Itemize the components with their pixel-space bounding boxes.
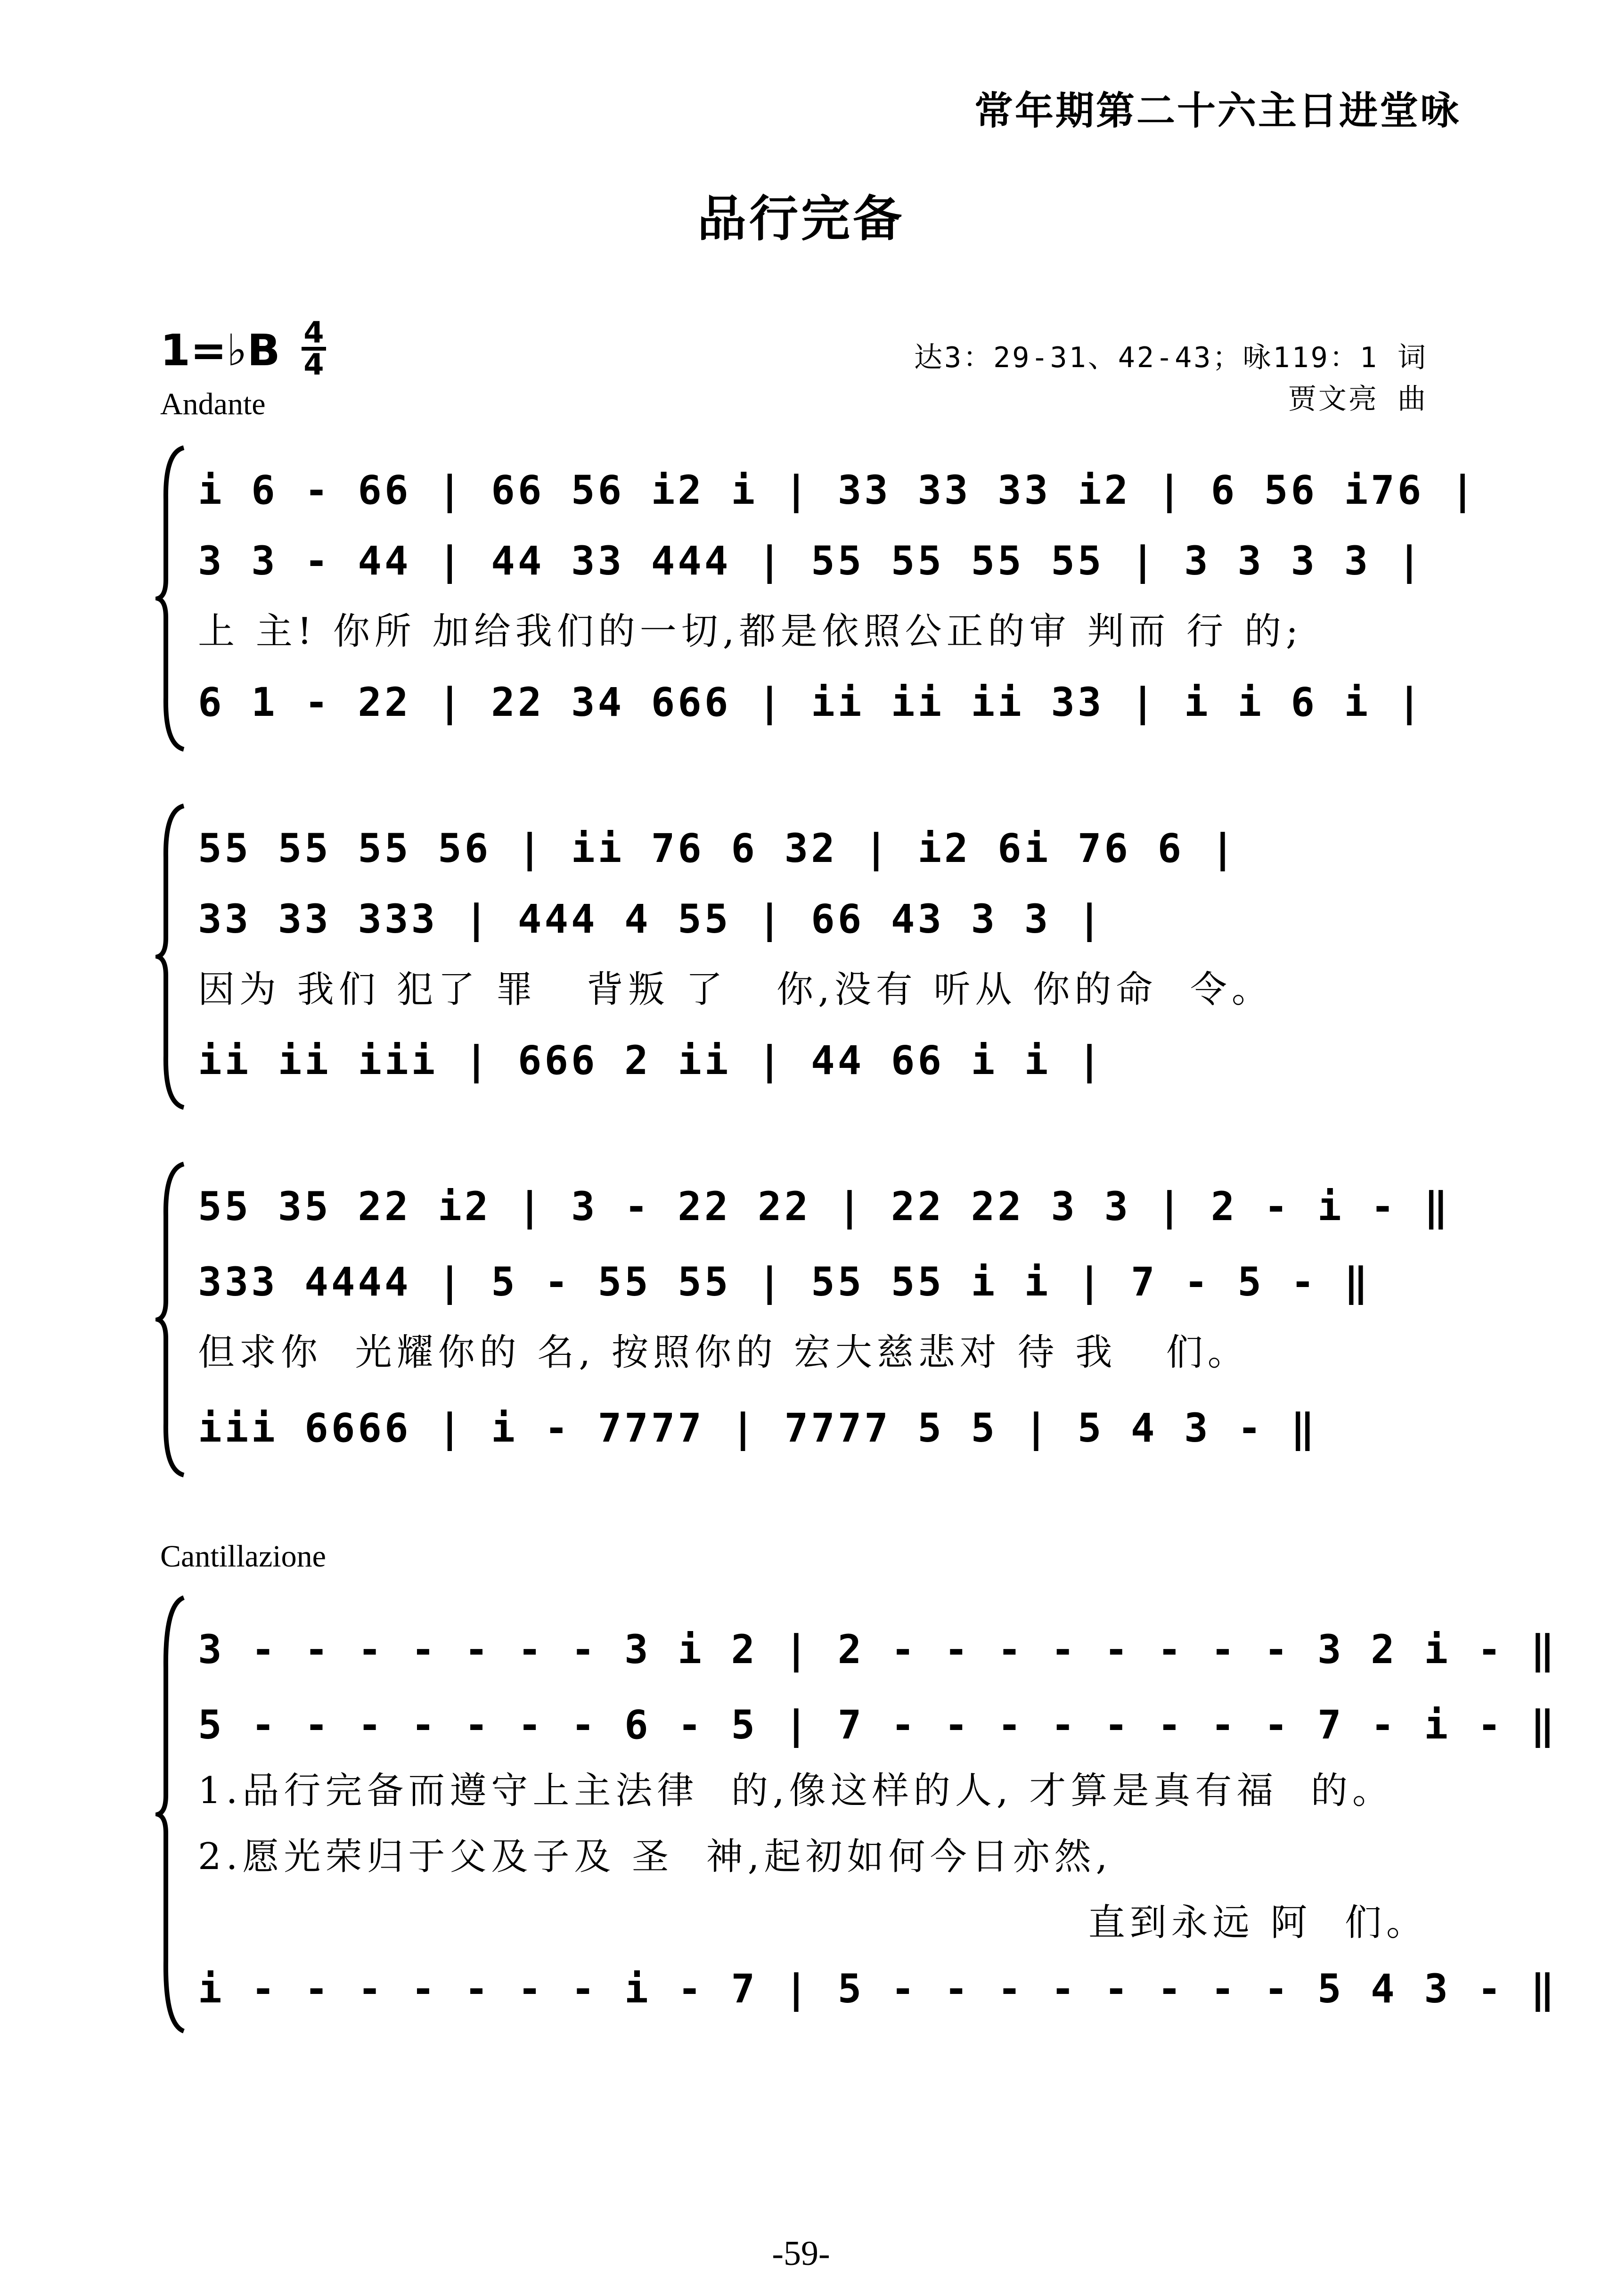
- alto-line: 333 4444 | 5 - 55 55 | 55 55 i i | 7 - 5 - ‖: [198, 1259, 1371, 1305]
- bass-line: ii ii iii | 666 2 ii | 44 66 i i |: [198, 1037, 1104, 1083]
- time-signature: [302, 315, 326, 382]
- bass-line: i - - - - - - - i - 7 | 5 - - - - - - - - 5 4 3 - ‖: [198, 1966, 1558, 2012]
- lyrics-verse-2: 2.愿光荣归于父及子及 圣 神,起初如何今日亦然,: [198, 1836, 1112, 1878]
- credits: [914, 337, 1428, 420]
- alto-line: 33 33 333 | 444 4 55 | 66 43 3 3 |: [198, 896, 1104, 942]
- score-system-3: [155, 1159, 1465, 1480]
- score-system-2: [155, 801, 1465, 1112]
- lyrics-line: 上 主! 你所 加给我们的一切,都是依照公正的审 判而 行 的;: [198, 610, 1303, 653]
- subtitle: 常年期第二十六主日进堂咏: [974, 88, 1461, 133]
- tempo-marking: Andante: [160, 387, 266, 421]
- brace-icon: [155, 1593, 188, 2036]
- key-signature: 1=♭B: [160, 325, 280, 376]
- alto-line: 3 3 - 44 | 44 33 444 | 55 55 55 55 | 3 3 3 3 |: [198, 538, 1424, 584]
- brace-icon: [155, 443, 188, 754]
- lyrics-line: 但求你 光耀你的 名, 按照你的 宏大慈悲对 待 我 们。: [198, 1331, 1249, 1374]
- brace-icon: [155, 1159, 188, 1480]
- page-title: 品行完备: [697, 189, 905, 247]
- bass-line: 6 1 - 22 | 22 34 666 | ii ii ii 33 | i i 6 i |: [198, 679, 1424, 725]
- brace-icon: [155, 801, 188, 1112]
- soprano-line: 55 35 22 i2 | 3 - 22 22 | 22 22 3 3 | 2 - i - ‖: [198, 1183, 1451, 1230]
- lyrics-verse-1: 1.品行完备而遵守上主法律 的,像这样的人, 才算是真有福 的。: [198, 1770, 1394, 1812]
- time-signature-bottom: 4: [303, 347, 324, 382]
- lyric-source: 达3：29-31、42-43；咏119：1 词: [914, 341, 1428, 374]
- time-signature-top: 4: [303, 315, 324, 350]
- soprano-line: 3 - - - - - - - 3 i 2 | 2 - - - - - - - - 3 2 i - ‖: [198, 1626, 1558, 1673]
- composer: 贾文亮 曲: [1288, 383, 1428, 416]
- soprano-line: 55 55 55 56 | ii 76 6 32 | i2 6i 76 6 |: [198, 825, 1238, 871]
- score-system-1: [155, 443, 1478, 754]
- lyrics-verse-2-end: 直到永远 阿 们。: [1088, 1902, 1428, 1944]
- tempo-marking-cantillazione: Cantillazione: [160, 1539, 326, 1574]
- bass-line: iii 6666 | i - 7777 | 7777 5 5 | 5 4 3 - ‖: [198, 1405, 1318, 1451]
- alto-line: 5 - - - - - - - 6 - 5 | 7 - - - - - - - - 7 - i - ‖: [198, 1702, 1558, 1748]
- page-number: -59-: [772, 2234, 830, 2273]
- soprano-line: i 6 - 66 | 66 56 i2 i | 33 33 33 i2 | 6 56 i76 |: [198, 467, 1478, 513]
- score-system-4: [155, 1593, 1558, 2036]
- lyrics-line: 因为 我们 犯了 罪 背叛 了 你,没有 听从 你的命 令。: [198, 968, 1273, 1011]
